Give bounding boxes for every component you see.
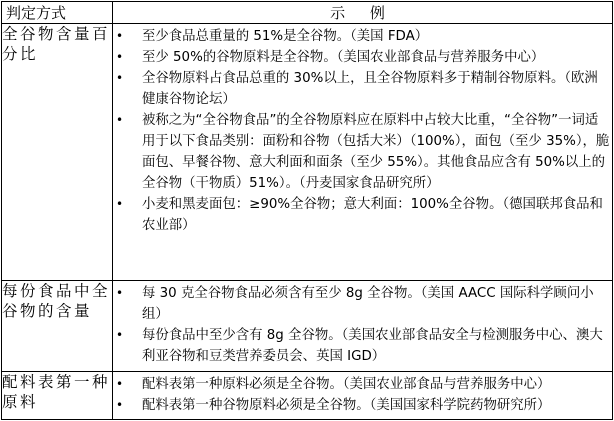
whole-grain-criteria-table (1, 1, 613, 420)
example-item: • 至少 50%的谷物原料是全谷物。（美国农业部食品与营养服务中心） (113, 47, 610, 68)
header-method: 判定方式 (2, 2, 113, 24)
example-item: • 小麦和黑麦面包：≥90%全谷物；意大利面：100%全谷物。（德国联邦食品和农业部） (113, 194, 610, 236)
examples-cell (113, 281, 613, 372)
example-item: • 被称之为“全谷物食品”的全谷物原料应在原料中占较大比重，“全谷物”一词适用于以下食品类别：面粉和谷物（包括大米）（100%），面包（至少 35%），脆面包、早餐谷物、意大利面和面条（至少 55%）。其他食品应含有 50%以上的全谷物（干物质）51%）。（丹麦国家食品研究所） (113, 110, 610, 194)
header-row (2, 2, 613, 24)
example-item: • 全谷物原料占食品总重的 30%以上，且全谷物原料多于精制谷物原料。（欧洲健康谷物论坛） (113, 68, 610, 110)
example-item: • 每份食品中至少含有 8g 全谷物。（美国农业部食品安全与检测服务中心、澳大利亚谷物和豆类营养委员会、英国 IGD） (113, 325, 610, 367)
example-list (113, 24, 612, 236)
method-cell: 全谷物含量百分比 (2, 24, 113, 281)
example-item: • 至少食品总重量的 51%是全谷物。（美国 FDA） (113, 26, 610, 47)
example-item: • 配料表第一种谷物原料必须是全谷物。（美国国家科学院药物研究所） (113, 395, 610, 416)
header-example: 示 例 (113, 2, 613, 24)
example-list (113, 281, 612, 367)
method-cell: 配料表第一种原料 (2, 372, 113, 420)
table-row (2, 372, 613, 420)
method-cell: 每份食品中全谷物的含量 (2, 281, 113, 372)
table-row (2, 24, 613, 281)
example-item: • 每 30 克全谷物食品必须含有至少 8g 全谷物。（美国 AACC 国际科学顾问小组） (113, 283, 610, 325)
example-item: • 配料表第一种原料必须是全谷物。（美国农业部食品与营养服务中心） (113, 374, 610, 395)
examples-cell (113, 24, 613, 281)
example-list (113, 372, 612, 416)
table-row (2, 281, 613, 372)
examples-cell (113, 372, 613, 420)
